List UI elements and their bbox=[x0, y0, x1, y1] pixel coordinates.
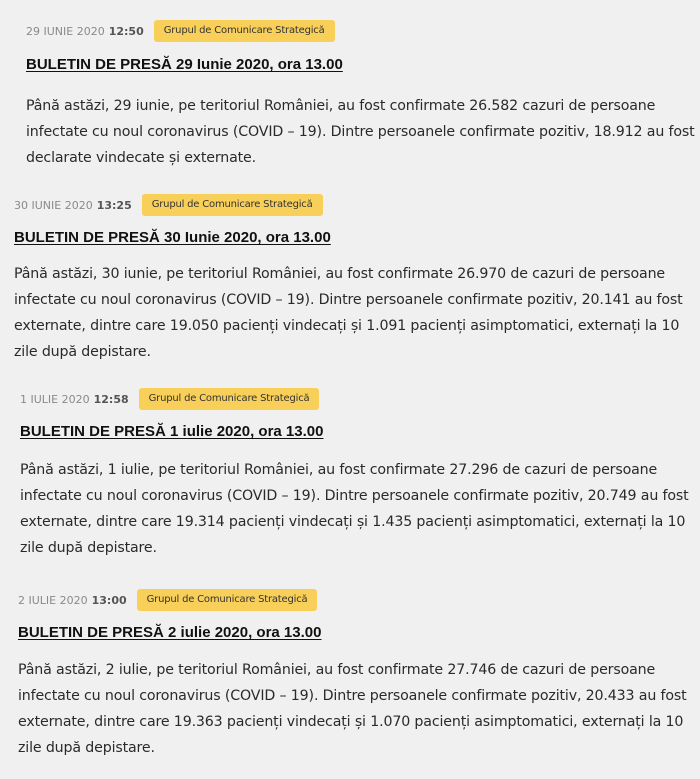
category-badge[interactable]: Grupul de Comunicare Strategică bbox=[137, 589, 318, 611]
post-title-link[interactable]: BULETIN DE PRESĂ 2 iulie 2020, ora 13.00 bbox=[18, 624, 322, 641]
post-title-link[interactable]: BULETIN DE PRESĂ 30 Iunie 2020, ora 13.00 bbox=[14, 229, 331, 246]
post-date: 29 IUNIE 2020 bbox=[26, 24, 105, 38]
post-date: 30 IUNIE 2020 bbox=[14, 198, 93, 212]
post-body: Până astăzi, 2 iulie, pe teritoriul României, au fost confirmate 27.746 de cazuri de persoane infectate cu noul coronavirus (COVID – 19). Dintre persoanele confirmate pozitiv, 20.433 au fost externate, dintre care 19.363 pacienți vindecați și 1.070 pacienți asimptomatici, externați la 10 zile după depistare. bbox=[18, 662, 687, 756]
post-body: Până astăzi, 29 iunie, pe teritoriul României, au fost confirmate 26.582 cazuri de persoane infectate cu noul coronavirus (COVID – 19). Dintre persoanele confirmate pozitiv, 18.912 au fost declarate vindecate și externate. bbox=[26, 98, 695, 166]
post-title-link[interactable]: BULETIN DE PRESĂ 1 iulie 2020, ora 13.00 bbox=[20, 423, 324, 440]
post-time: 13:00 bbox=[91, 593, 127, 607]
category-badge[interactable]: Grupul de Comunicare Strategică bbox=[139, 388, 320, 410]
post-date: 1 IULIE 2020 bbox=[20, 392, 90, 406]
post-title-link[interactable]: BULETIN DE PRESĂ 29 Iunie 2020, ora 13.00 bbox=[26, 56, 343, 73]
post-body: Până astăzi, 1 iulie, pe teritoriul României, au fost confirmate 27.296 de cazuri de persoane infectate cu noul coronavirus (COVID – 19). Dintre persoanele confirmate pozitiv, 20.749 au fost externate, dintre care 19.314 pacienți vindecați și 1.435 pacienți asimptomatici, externați la 10 zile după depistare. bbox=[20, 462, 689, 556]
post-meta bbox=[18, 589, 317, 611]
category-badge[interactable]: Grupul de Comunicare Strategică bbox=[142, 194, 323, 216]
post-meta bbox=[26, 20, 335, 42]
post-time: 13:25 bbox=[96, 198, 132, 212]
post-time: 12:58 bbox=[93, 392, 129, 406]
post-time: 12:50 bbox=[108, 24, 144, 38]
post-date: 2 IULIE 2020 bbox=[18, 593, 88, 607]
category-badge[interactable]: Grupul de Comunicare Strategică bbox=[154, 20, 335, 42]
post-body: Până astăzi, 30 iunie, pe teritoriul României, au fost confirmate 26.970 de cazuri de persoane infectate cu noul coronavirus (COVID – 19). Dintre persoanele confirmate pozitiv, 20.141 au fost externate, dintre care 19.050 pacienți vindecați și 1.091 pacienți asimptomatici, externați la 10 zile după depistare. bbox=[14, 266, 683, 360]
post-meta bbox=[14, 194, 323, 216]
post-meta bbox=[20, 388, 319, 410]
